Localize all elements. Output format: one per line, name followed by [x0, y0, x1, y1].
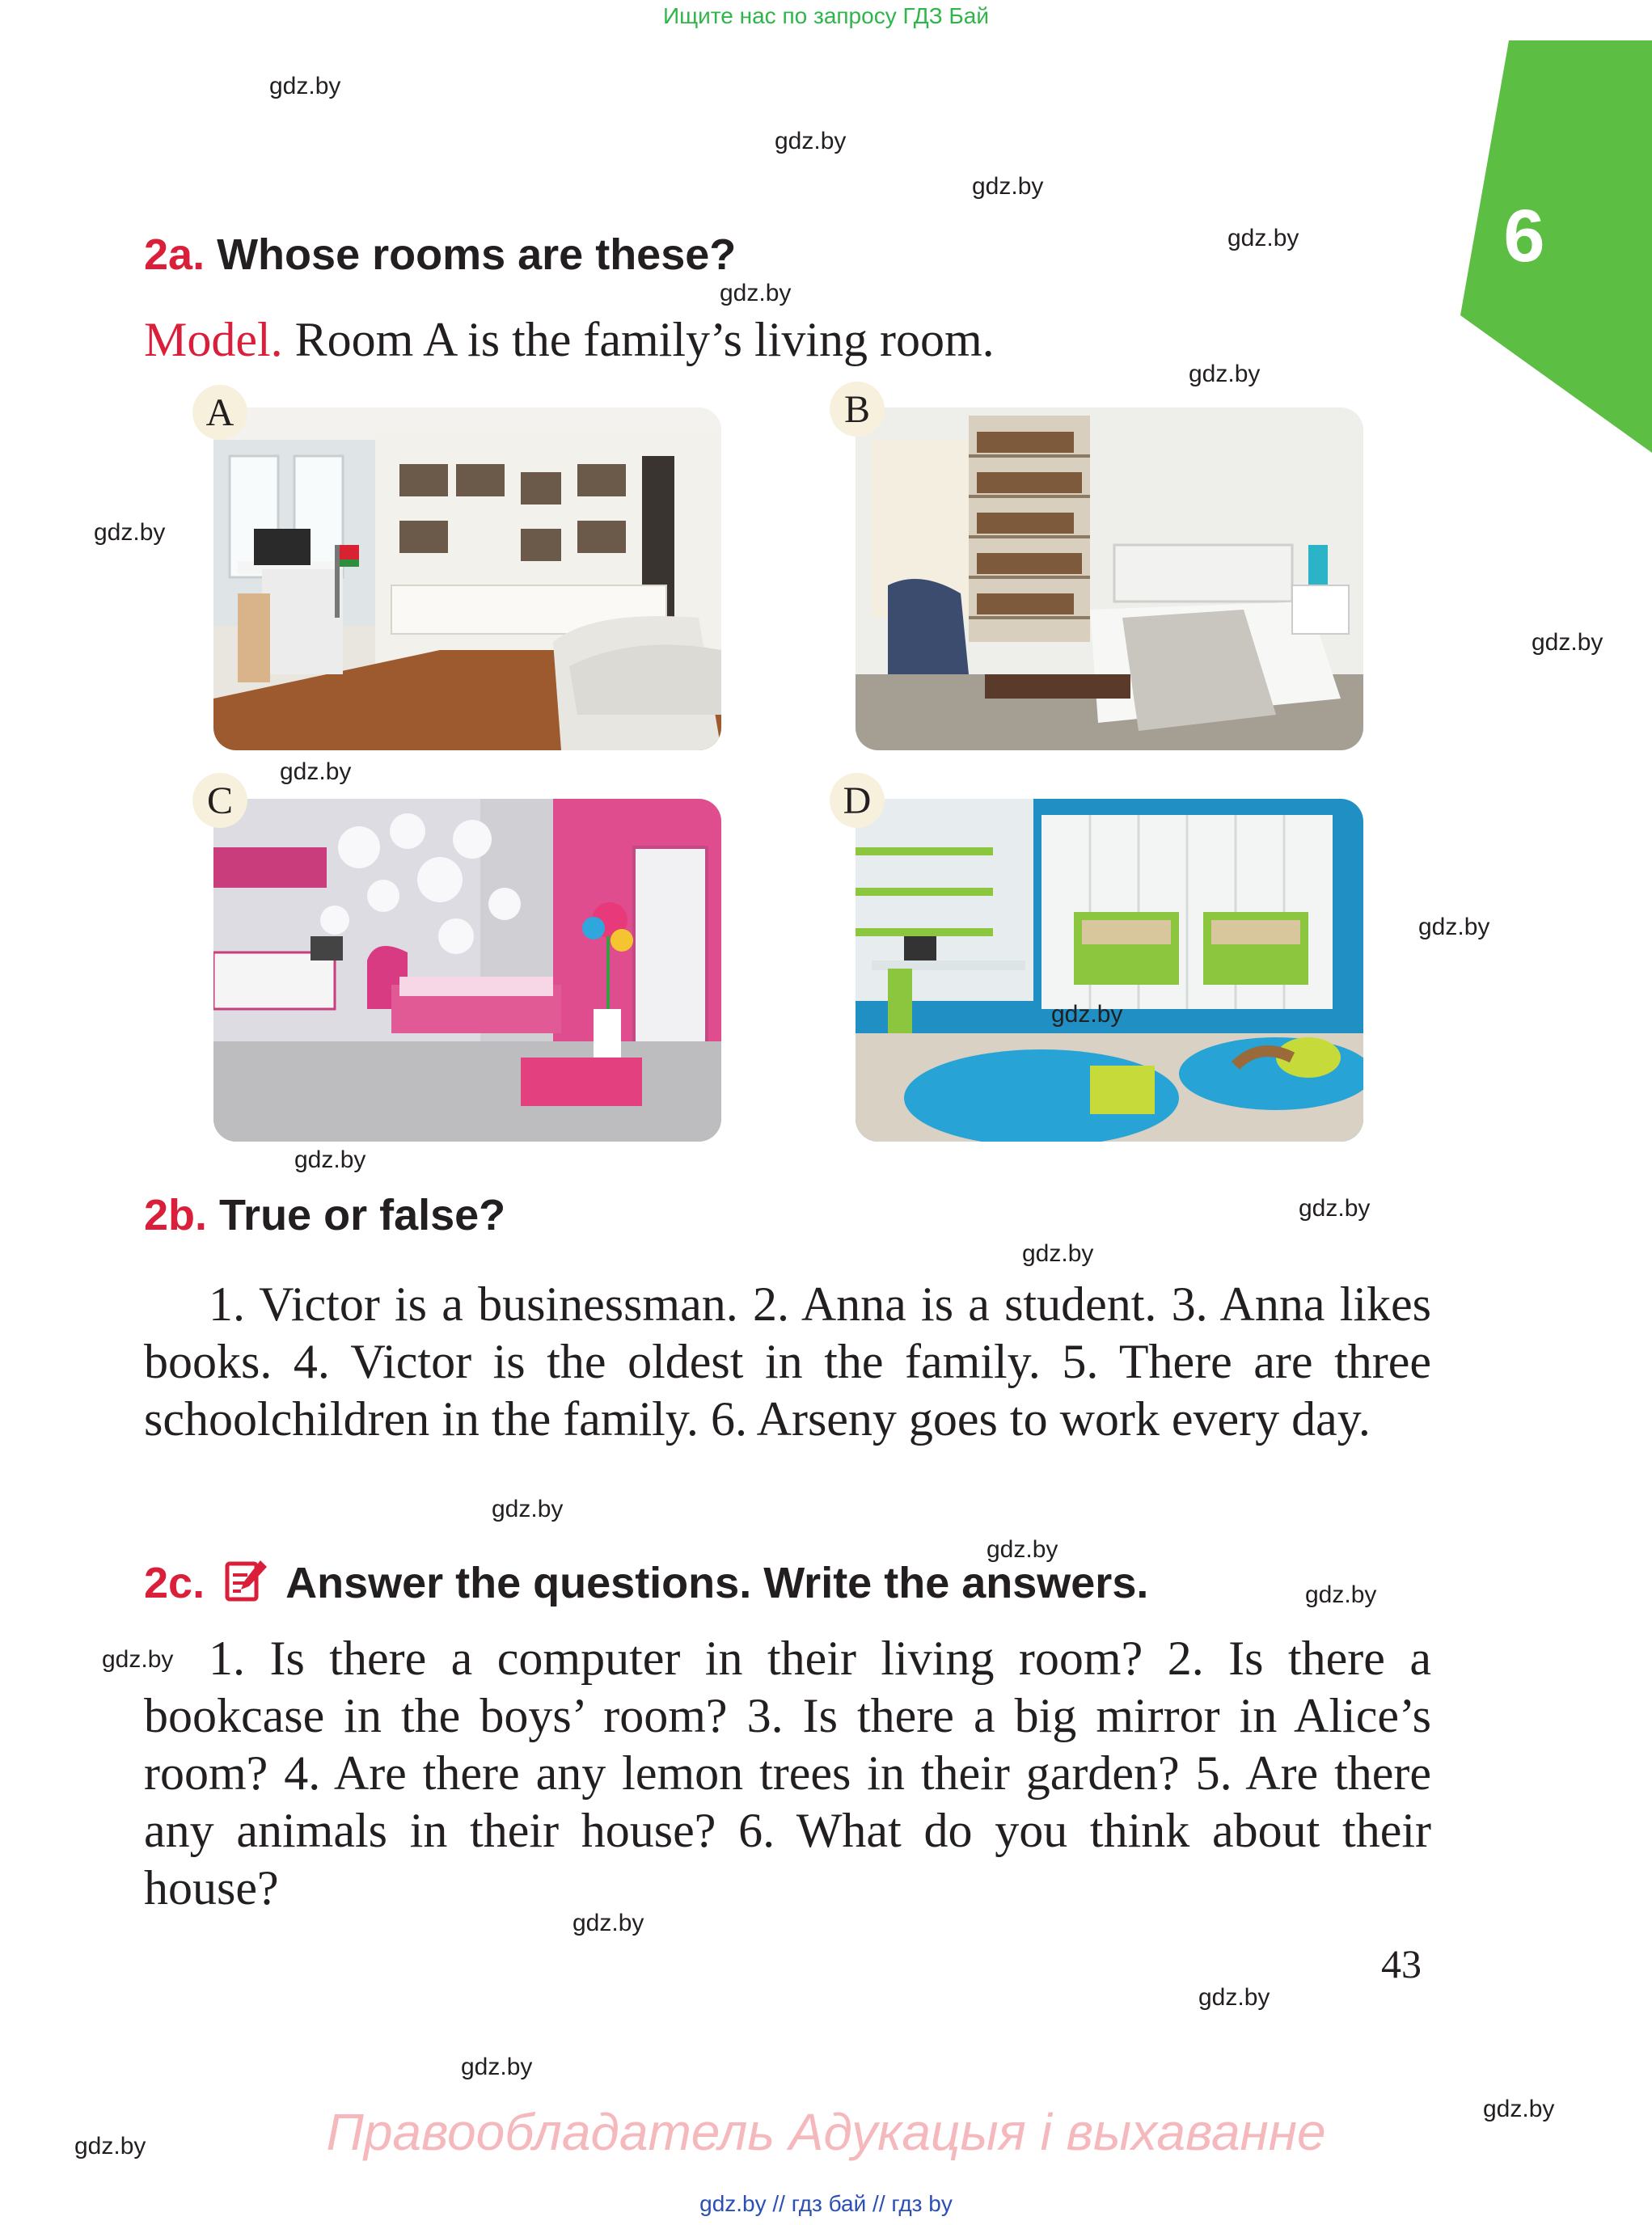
watermark: gdz.by	[972, 173, 1044, 200]
watermark: gdz.by	[74, 2133, 146, 2160]
model-label: Model.	[144, 313, 283, 366]
photo-c	[213, 799, 721, 1142]
model-line	[144, 312, 995, 368]
task-title: Answer the questions. Write the answers.	[285, 1559, 1149, 1607]
watermark: gdz.by	[1189, 361, 1261, 387]
photo-a	[213, 407, 721, 750]
question: 4. Are there any lemon trees in their garden?	[284, 1746, 1180, 1800]
statement: 2. Anna is a student.	[752, 1277, 1157, 1331]
task-number: 2c.	[144, 1559, 205, 1607]
photo-d	[856, 799, 1363, 1142]
watermark: gdz.by	[102, 1646, 174, 1673]
watermark: gdz.by	[572, 1910, 644, 1936]
question: 6. What do you think about their house?	[144, 1804, 1431, 1915]
watermark: gdz.by	[1532, 629, 1603, 656]
photo-c-letter: C	[192, 773, 247, 828]
statement: 3. Anna likes books.	[144, 1277, 1432, 1388]
task-number: 2b.	[144, 1191, 208, 1239]
girls-room-photo	[213, 799, 721, 1142]
watermark: gdz.by	[1022, 1240, 1094, 1267]
watermark: gdz.by	[1305, 1581, 1377, 1608]
watermark: gdz.by	[1299, 1195, 1371, 1222]
statement: 5. There are three schoolchildren in the family.	[144, 1335, 1431, 1446]
watermark: gdz.by	[775, 128, 847, 154]
question: 3. Is there a big mirror in Alice’s room?	[144, 1689, 1432, 1800]
statement: 4. Victor is the oldest in the family.	[293, 1335, 1041, 1388]
task-title: True or false?	[219, 1191, 506, 1239]
photo-b	[856, 407, 1363, 750]
task-2a-heading	[144, 230, 736, 280]
pencil-note-icon	[223, 1557, 268, 1602]
watermark: gdz.by	[492, 1496, 564, 1522]
watermark: gdz.by	[1483, 2096, 1555, 2122]
watermark: gdz.by	[1051, 1001, 1123, 1028]
watermark: gdz.by	[94, 519, 166, 546]
watermark: gdz.by	[461, 2054, 533, 2080]
watermark: gdz.by	[720, 280, 792, 306]
boys-room-photo	[856, 799, 1363, 1142]
question: 1. Is there a computer in their living room?	[209, 1632, 1143, 1685]
living-room-photo	[213, 407, 721, 750]
copyright-notice: Правообладатель Адукацыя і выхаванне	[326, 2103, 1326, 2161]
task-2c-heading	[144, 1557, 1148, 1608]
true-false-statements	[144, 1276, 1431, 1448]
watermark: gdz.by	[987, 1536, 1058, 1563]
task-title: Whose rooms are these?	[217, 230, 737, 279]
model-text: Room A is the family’s living room.	[294, 313, 995, 366]
questions	[144, 1630, 1431, 1917]
question: 5. Are there any animals in their house?	[144, 1746, 1432, 1857]
footer-links[interactable]: gdz.by // гдз бай // гдз by	[699, 2191, 953, 2216]
task-2b-heading	[144, 1190, 505, 1240]
watermark: gdz.by	[269, 73, 341, 99]
question: 2. Is there a bookcase in the boys’ room?	[144, 1632, 1431, 1742]
watermark: gdz.by	[280, 758, 352, 785]
watermark: gdz.by	[1198, 1984, 1270, 2011]
statement: 1. Victor is a businessman.	[209, 1277, 738, 1331]
task-number: 2a.	[144, 230, 205, 279]
photo-d-letter: D	[830, 773, 885, 828]
chapter-number: 6	[1503, 195, 1545, 277]
top-banner[interactable]: Ищите нас по запросу ГДЗ Бай	[662, 3, 990, 28]
watermark: gdz.by	[1227, 225, 1299, 251]
bedroom-photo	[856, 407, 1363, 750]
photo-a-letter: A	[192, 385, 247, 440]
photo-b-letter: B	[830, 382, 885, 437]
statement: 6. Arseny goes to work every day.	[710, 1392, 1371, 1446]
watermark: gdz.by	[294, 1146, 366, 1173]
watermark: gdz.by	[1418, 914, 1490, 940]
page-number: 43	[1381, 1941, 1422, 1986]
